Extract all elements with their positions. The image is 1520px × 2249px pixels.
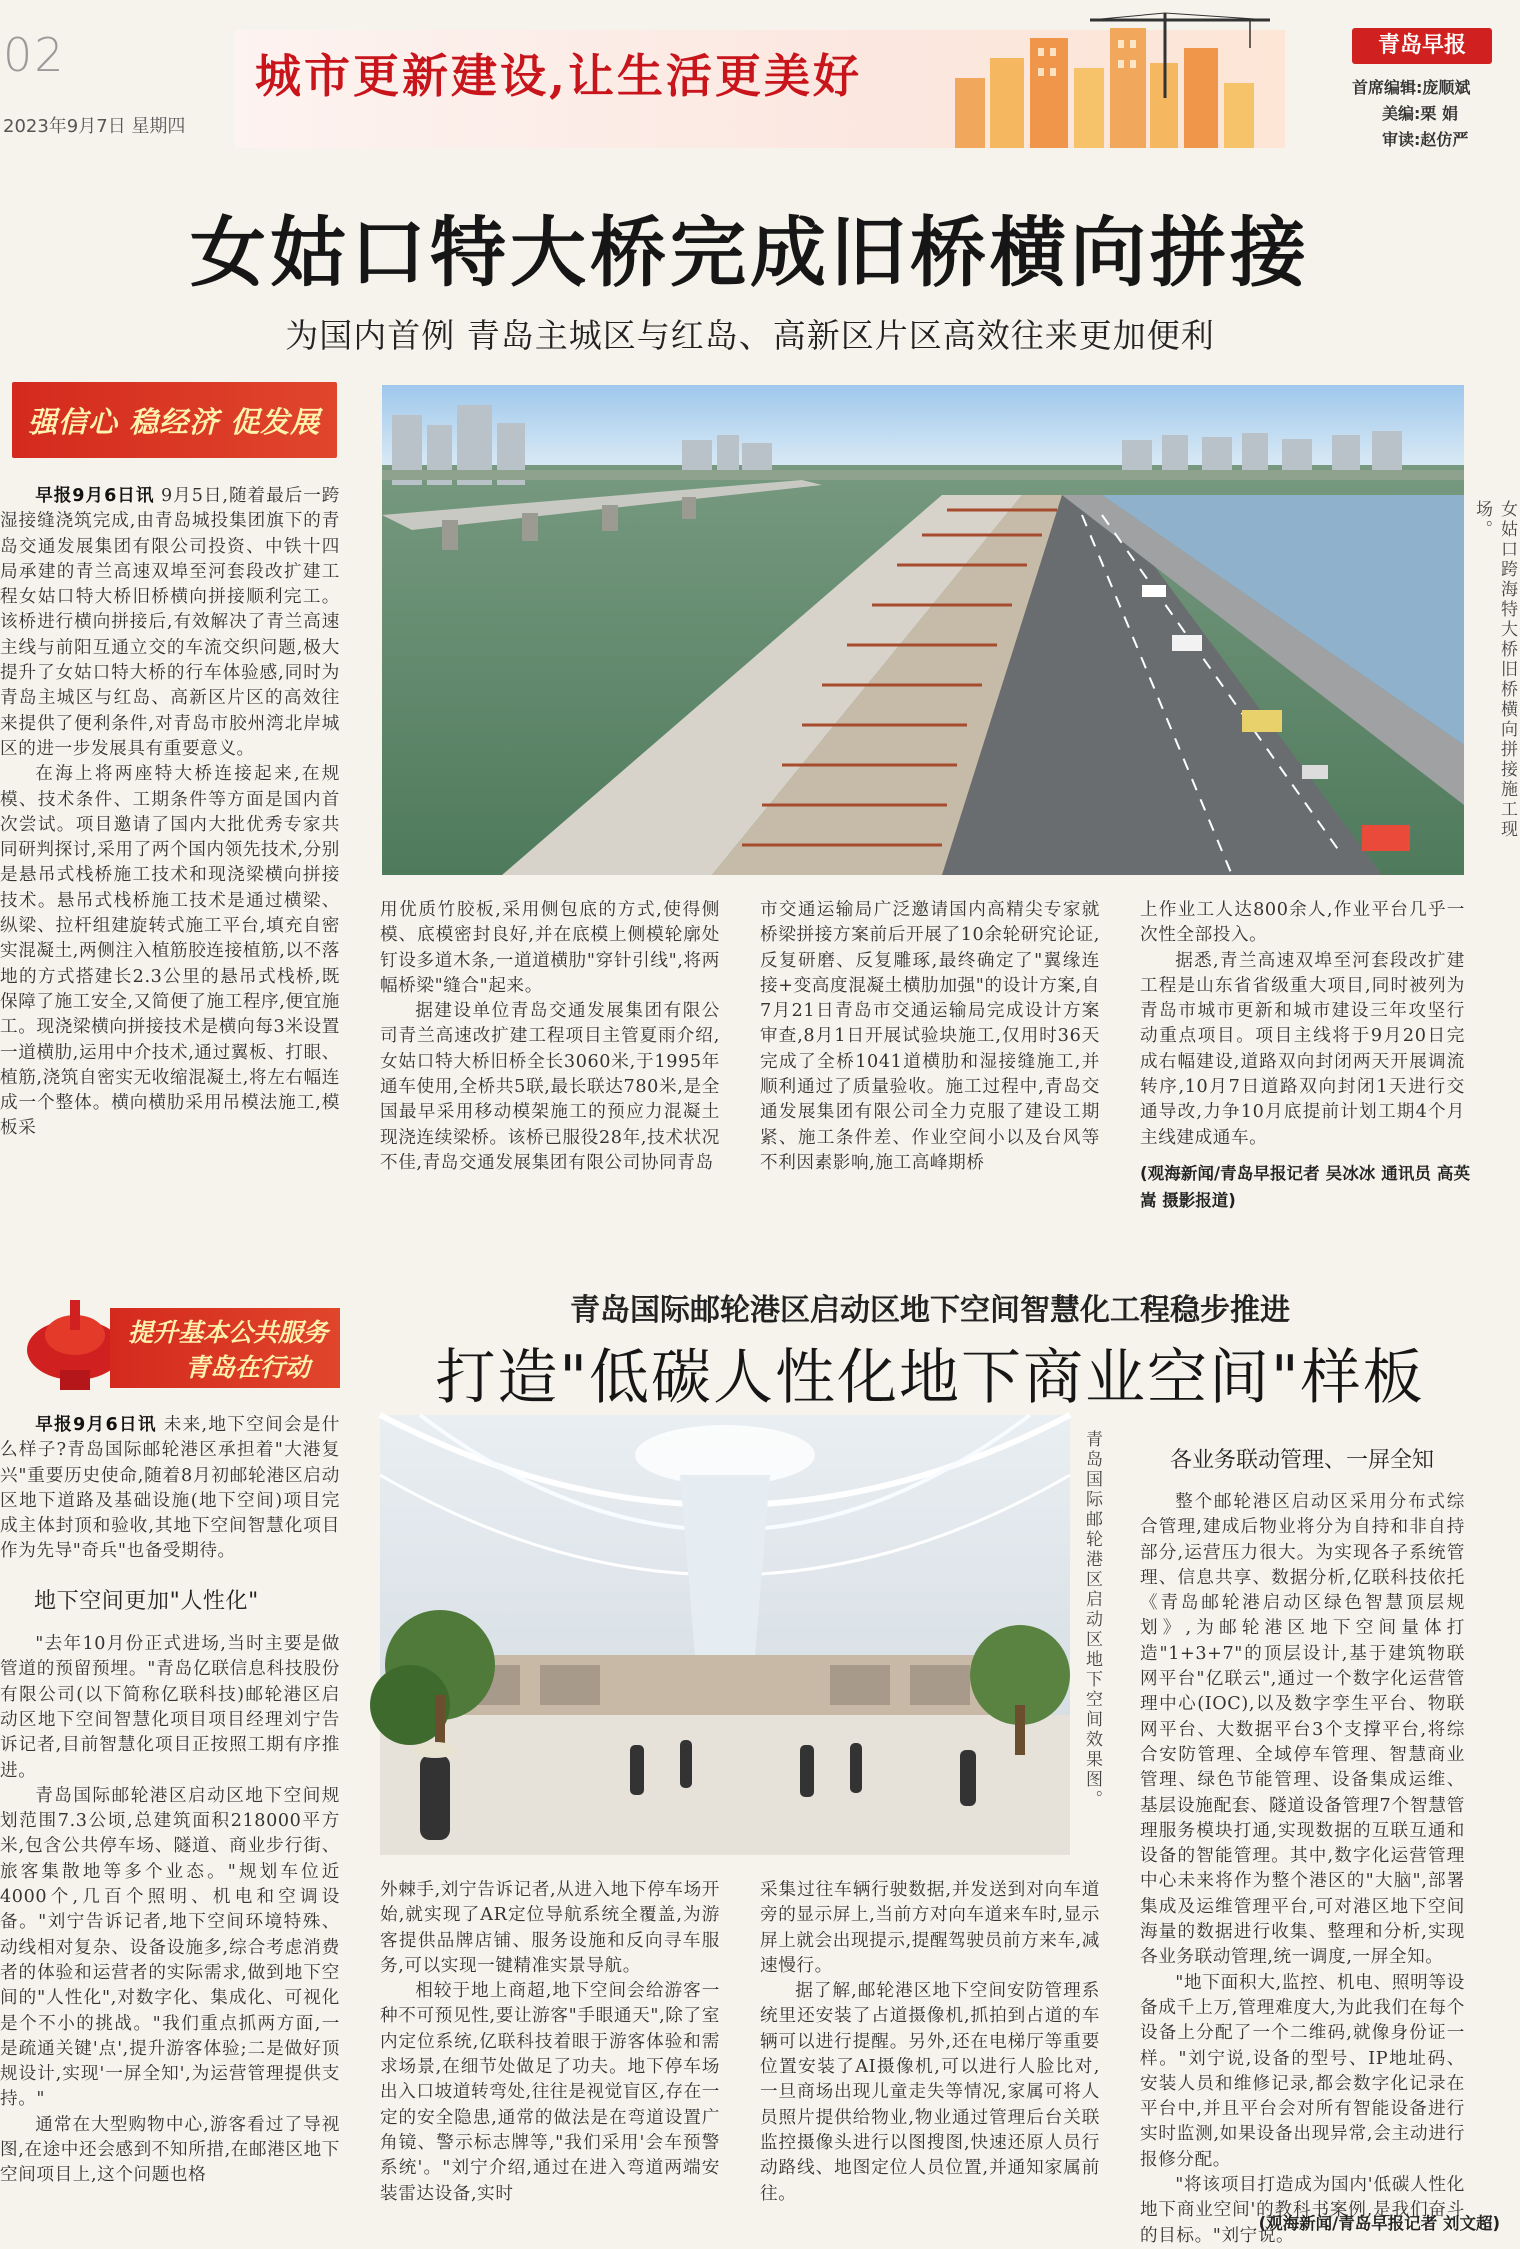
credit-editor: 首席编辑:庞顺斌	[1352, 78, 1471, 97]
article2-headline: 打造"低碳人性化地下商业空间"样板	[435, 1343, 1425, 1413]
article1-col2-para1: 用优质竹胶板,采用侧包底的方式,使得侧模、底模密封良好,并在底模上侧模轮廓处钉设多道木条,一道道横肋"穿针引线",将两幅桥梁"缝合"起来。	[380, 900, 720, 996]
article1-col4-para2: 据悉,青兰高速双埠至河套段改扩建工程是山东省省级重大项目,同时被列为青岛市城市更新和城市建设三年攻坚行动重点项目。项目主线将于9月20日完成右幅建设,道路双向封闭两天开展调流转序,10月7日道路双向封闭1天进行交通导改,力争10月底提前计划工期4个月主线建成通车。	[1140, 950, 1465, 1148]
article2-column-1	[0, 1413, 340, 2241]
article1-col4-para1: 上作业工人达800余人,作业平台几乎一次性全部投入。	[1140, 900, 1465, 946]
article2-subhead-humanized: 地下空间更加"人性化"	[34, 1588, 259, 1614]
credit-proofreader: 审读:赵仿严	[1382, 130, 1469, 149]
article2-col1-para2: "去年10月份正式进场,当时主要是做管道的预留预埋。"青岛亿联信息科技股份有限公司(以下简称亿联科技)邮轮港区启动区地下空间智慧化项目项目经理刘宁告诉记者,目前智慧化项目正按照工期有序推进。	[0, 1634, 340, 1781]
article1-lead: 早报9月6日讯	[35, 486, 155, 506]
article1-column-2	[380, 898, 720, 1208]
banner-title: 城市更新建设,让生活更美好	[255, 49, 863, 103]
article1-headline: 女姑口特大桥完成旧桥横向拼接	[190, 208, 1310, 297]
article2-photo-caption: 青岛国际邮轮港区启动区地下空间效果图。	[1082, 1430, 1102, 1810]
article2-col1-intro: 未来,地下空间会是什么样子?青岛国际邮轮港区承担着"大港复兴"重要历史使命,随着8月初邮轮港区启动区地下道路及基础设施(地下空间)项目完成主体封顶和验收,其地下空间智慧化项目作为先导"奇兵"也备受期待。	[0, 1415, 341, 1562]
article1-col3-para1: 市交通运输局广泛邀请国内高精尖专家就桥梁拼接方案前后开展了10余轮研究论证,反复研磨、反复雕琢,最终确定了"翼缘连接+变高度混凝土横肋加强"的设计方案,自7月21日青岛市交通运输局完成设计方案审查,8月1日开展试验块施工,仅用时36天完成了全桥1041道横肋和湿接缝施工,并顺利通过了质量验收。施工过程中,青岛交通发展集团有限公司全力克服了建设工期紧、施工条件差、作业空间小以及台风等不利因素影响,施工高峰期桥	[760, 900, 1100, 1173]
article2-col2-para2: 相较于地上商超,地下空间会给游客一种不可预见性,要让游客"手眼通天",除了室内定位系统,亿联科技着眼于游客体验和需求场景,在细节处做足了功夫。地下停车场出入口坡道转弯处,往往是视觉盲区,存在一定的安全隐患,通常的做法是在弯道设置广角镜、警示标志牌等,"我们采用'会车预警系统'。"刘宁介绍,通过在进入弯道两端安装雷达设备,实时	[380, 1981, 720, 2204]
article2-byline: (观海新闻/青岛早报记者 刘文超)	[1258, 2214, 1500, 2233]
article2-subhead-management: 各业务联动管理、一屏全知	[1170, 1448, 1435, 1473]
article2-column-2	[380, 1878, 720, 2241]
article2-col3-para2: 据了解,邮轮港区地下空间安防管理系统里还安装了占道摄像机,抓拍到占道的车辆可以进行提醒。另外,还在电梯厅等重要位置安装了AI摄像机,可以进行人脸比对,一旦商场出现儿童走失等情况,家属可将人员照片提供给物业,物业通过管理后台关联监控摄像头进行以图搜图,快速还原人员行动路线、地图定位人员位置,并通知家属前往。	[760, 1981, 1100, 2204]
city-skyline-illustration	[950, 8, 1280, 148]
article1-col2-para2: 据建设单位青岛交通发展集团有限公司青兰高速改扩建工程项目主管夏雨介绍,女姑口特大桥旧桥全长3060米,于1995年通车使用,全桥共5联,最长联达780米,是全国最早采用移动模架施工的预应力混凝土现浇连续梁桥。该桥已服役28年,技术状况不佳,青岛交通发展集团有限公司协同青岛	[380, 1001, 720, 1173]
article2-lead: 早报9月6日讯	[35, 1415, 157, 1435]
article1-column-4	[1140, 898, 1465, 1158]
article2-col1-para3: 青岛国际邮轮港区启动区地下空间规划范围7.3公顷,总建筑面积218000平方米,包含公共停车场、隧道、商业步行街、旅客集散地等多个业态。"规划车位近4000个,几百个照明、机电和空调设备。"刘宁告诉记者,地下空间环境特殊、动线相对复杂、设备设施多,综合考虑消费者的体验和运营者的实际需求,做到地下空间的"人性化",对数字化、集成化、可视化是个不小的挑战。"我们重点抓两方面,一是疏通关键'点',提升游客体验;二是做好顶规设计,实现'一屏全知',为运营管理提供支持。"	[0, 1785, 340, 2110]
article2-column-3	[760, 1878, 1100, 2241]
article2-col4-para1: 整个邮轮港区启动区采用分布式综合管理,建成后物业将分为自持和非自持部分,运营压力很大。为实现各子系统管理、信息共享、数据分析,亿联科技依托《青岛邮轮港启动区绿色智慧顶层规划》,为邮轮港区地下空间量体打造"1+3+7"的顶层设计,基于建筑物联网平台"亿联云",通过一个数字化运营管理中心(IOC),以及数字孪生平台、物联网平台、大数据平台3个支撑平台,将综合安防管理、全域停车管理、智慧商业管理、绿色节能管理、设备集成运维、基层设施配套、隧道设备管理7个智慧管理服务模块打通,实现数据的互联互通和设备的智能管理。其中,数字化运营管理中心未来将作为整个港区的"大脑",部署集成及运维管理平台,可对港区地下空间海量的数据进行收集、整理和分析,实现各业务联动管理,统一调度,一屏全知。	[1140, 1492, 1465, 1968]
article1-column-1	[0, 484, 340, 1206]
article2-kicker: 青岛国际邮轮港区启动区地下空间智慧化工程稳步推进	[570, 1293, 1290, 1328]
article2-section-tag-line1: 提升基本公共服务	[128, 1318, 329, 1347]
article2-col3-para1: 采集过往车辆行驶数据,并发送到对向车道旁的显示屏上,当前方对向车道来车时,显示屏上就会出现提示,提醒驾驶员前方来车,减速慢行。	[760, 1880, 1100, 1976]
article2-col4-para2: "地下面积大,监控、机电、照明等设备成千上万,管理难度大,为此我们在每个设备上分配了一个二维码,就像身份证一样。"刘宁说,设备的型号、IP地址码、安装人员和维修记录,都会数字化记录在平台中,并且平台会对所有智能设备进行实时监测,如果设备出现异常,会主动进行报修分配。	[1140, 1972, 1465, 2170]
article2-col4-para3: "将该项目打造成为国内'低碳人性化地下商业空间'的教科书案例,是我们奋斗的目标。"刘宁说。	[1140, 2175, 1465, 2246]
page-number: 02	[3, 28, 66, 82]
article2-section-tag-line2: 青岛在行动	[185, 1353, 311, 1382]
bridge-construction-photo	[382, 385, 1464, 875]
article1-byline: (观海新闻/青岛早报记者 吴冰冰 通讯员 高英嵩 摄影报道)	[1140, 1164, 1470, 1210]
article2-col2-para1: 外棘手,刘宁告诉记者,从进入地下停车场开始,就实现了AR定位导航系统全覆盖,为游客提供品牌店铺、服务设施和反向寻车服务,可以实现一键精准实景导航。	[380, 1880, 720, 1976]
article1-photo-caption: 女姑口跨海特大桥旧桥横向拼接施工现场。	[1472, 500, 1517, 840]
article1-col1-para2: 在海上将两座特大桥连接起来,在规模、技术条件、工期条件等方面是国内首次尝试。项目邀请了国内大批优秀专家共同研判探讨,采用了两个国内领先技术,分别是悬吊式栈桥施工技术和现浇梁横向拼接技术。悬吊式栈桥施工技术是通过横梁、纵梁、拉杆组建旋转式施工平台,填充自密实混凝土,两侧注入植筋胶连接植筋,以不落地的方式搭建长2.3公里的悬吊式栈桥,既保障了施工安全,又简便了施工程序,便宜施工。现浇梁横向拼接技术是横向每3米设置一道横肋,运用中介技术,通过翼板、打眼、植筋,浇筑自密实无收缩混凝土,将左右幅连成一个整体。横向横肋采用吊模法施工,模板采	[0, 764, 340, 1139]
article1-column-3	[760, 898, 1100, 1208]
article1-subheadline: 为国内首例 青岛主城区与红岛、高新区片区高效往来更加便利	[285, 316, 1215, 355]
masthead-logo: 青岛早报	[1352, 28, 1492, 64]
article2-col1-para4: 通常在大型购物中心,游客看过了导视图,在途中还会感到不知所措,在邮港区地下空间项目上,这个问题也格	[0, 2114, 340, 2186]
article1-col1-para1: 9月5日,随着最后一跨湿接缝浇筑完成,由青岛城投集团旗下的青岛交通发展集团有限公司投资、中铁十四局承建的青兰高速双埠至河套段改扩建工程女姑口特大桥旧桥横向拼接顺利完工。该桥进行横向拼接后,有效解决了青兰高速主线与前阳互通立交的车流交织问题,极大提升了女姑口特大桥的行车体验感,同时为青岛主城区与红岛、高新区片区的高效往来提供了便利条件,对青岛市胶州湾北岸城区的进一步发展具有重要意义。	[0, 486, 340, 759]
credit-designer: 美编:栗 娟	[1382, 104, 1458, 123]
article1-section-tag-text: 强信心 稳经济 促发展	[28, 405, 321, 439]
issue-date: 2023年9月7日 星期四	[3, 116, 186, 137]
underground-space-rendering	[380, 1415, 1070, 1855]
